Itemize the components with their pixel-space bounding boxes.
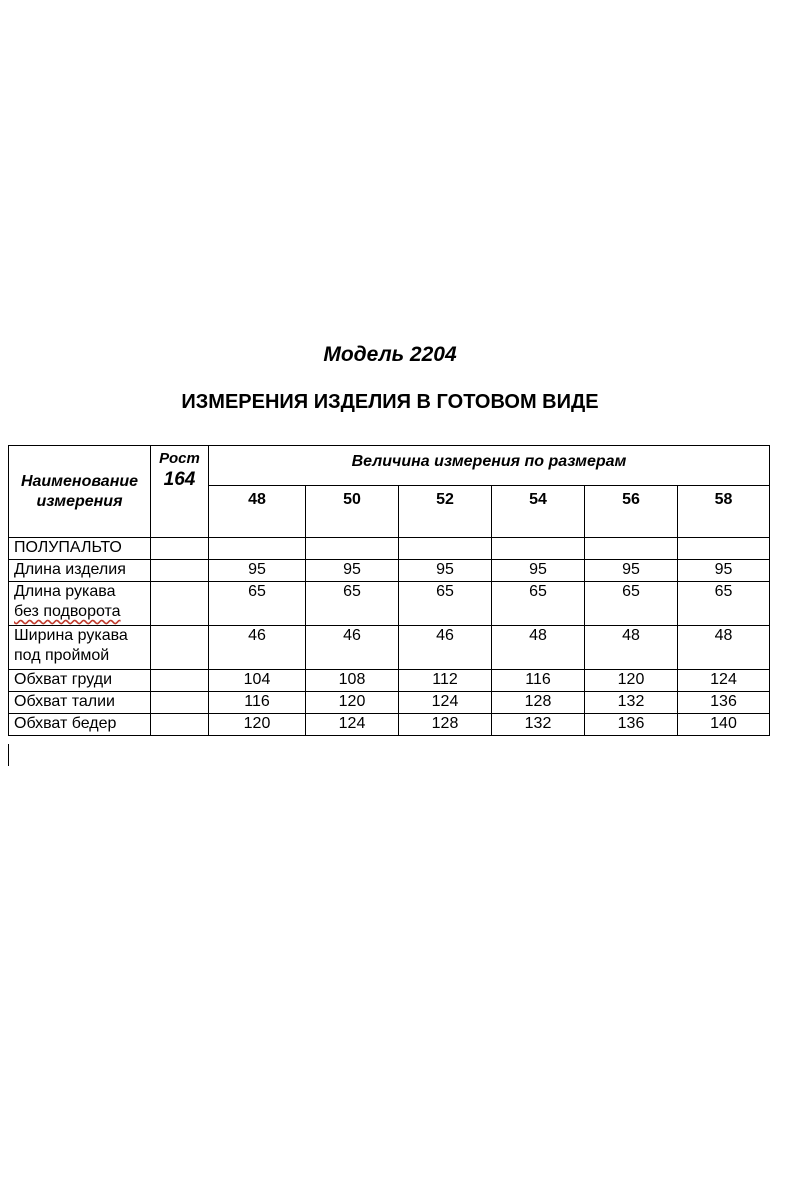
height-cell [151,692,209,714]
document-title: ИЗМЕРЕНИЯ ИЗДЕЛИЯ В ГОТОВОМ ВИДЕ [181,391,599,413]
model-title: Модель 2204 [323,343,457,366]
size-header-52: 52 [399,486,492,538]
table-cell: 65 [585,582,678,626]
table-cell: 136 [585,714,678,736]
row-label: Длина изделия [9,560,151,582]
row-label: Обхват груди [9,670,151,692]
table-cell: 48 [678,626,770,670]
table-cell: 108 [306,670,399,692]
row-label: Обхват талии [9,692,151,714]
table-cell: 65 [306,582,399,626]
size-header-50: 50 [306,486,399,538]
table-row [9,626,770,670]
table-cell: 124 [678,670,770,692]
section-empty-cell [399,538,492,560]
row-label-line-2: под проймой [14,647,110,664]
row-label-line-2: без подворота [14,603,121,620]
row-label [9,582,151,626]
measurements-table [8,445,770,736]
height-cell [151,560,209,582]
table-cell: 132 [585,692,678,714]
table-cell: 95 [209,560,306,582]
row-label-line-1: Длина рукава [14,583,116,600]
size-header-56: 56 [585,486,678,538]
height-value: 164 [163,469,196,490]
section-label: ПОЛУПАЛЬТО [9,538,151,560]
table-cell: 120 [306,692,399,714]
height-cell [151,714,209,736]
table-cell: 128 [399,714,492,736]
section-height-cell [151,538,209,560]
table-cell: 46 [399,626,492,670]
table-cell: 65 [678,582,770,626]
text-cursor-mark [8,744,9,766]
section-empty-cell [678,538,770,560]
size-header-54: 54 [492,486,585,538]
row-label-line-1: Ширина рукава [14,627,128,644]
table-cell: 120 [209,714,306,736]
table-cell: 120 [585,670,678,692]
table-cell: 46 [209,626,306,670]
height-cell [151,670,209,692]
section-row [9,538,770,560]
table-cell: 95 [492,560,585,582]
table-cell: 46 [306,626,399,670]
table-cell: 95 [399,560,492,582]
table-cell: 48 [585,626,678,670]
table-cell: 95 [306,560,399,582]
table-cell: 132 [492,714,585,736]
name-header-line-1: Наименование [20,472,139,490]
height-cell [151,582,209,626]
table-row [9,582,770,626]
row-label: Обхват бедер [9,714,151,736]
table-cell: 95 [585,560,678,582]
table-cell: 95 [678,560,770,582]
section-empty-cell [492,538,585,560]
table-cell: 65 [399,582,492,626]
name-header-line-2: измерения [36,492,123,510]
table-cell: 112 [399,670,492,692]
section-empty-cell [585,538,678,560]
table-cell: 65 [209,582,306,626]
table-cell: 48 [492,626,585,670]
table-cell: 124 [399,692,492,714]
size-header-48: 48 [209,486,306,538]
name-header-cell [9,446,151,538]
table-cell: 116 [209,692,306,714]
table-cell: 116 [492,670,585,692]
table-row [9,560,770,582]
table-cell: 104 [209,670,306,692]
header-row-top [9,446,770,486]
table-cell: 128 [492,692,585,714]
table-cell: 140 [678,714,770,736]
table-row [9,714,770,736]
table-cell: 124 [306,714,399,736]
sizes-group-header: Величина измерения по размерам [209,446,770,486]
height-cell [151,626,209,670]
table-cell: 136 [678,692,770,714]
height-label: Рост [159,450,200,467]
row-label [9,626,151,670]
table-cell: 65 [492,582,585,626]
section-empty-cell [209,538,306,560]
height-header-cell [151,446,209,538]
table-row [9,670,770,692]
section-empty-cell [306,538,399,560]
size-header-58: 58 [678,486,770,538]
table-row [9,692,770,714]
